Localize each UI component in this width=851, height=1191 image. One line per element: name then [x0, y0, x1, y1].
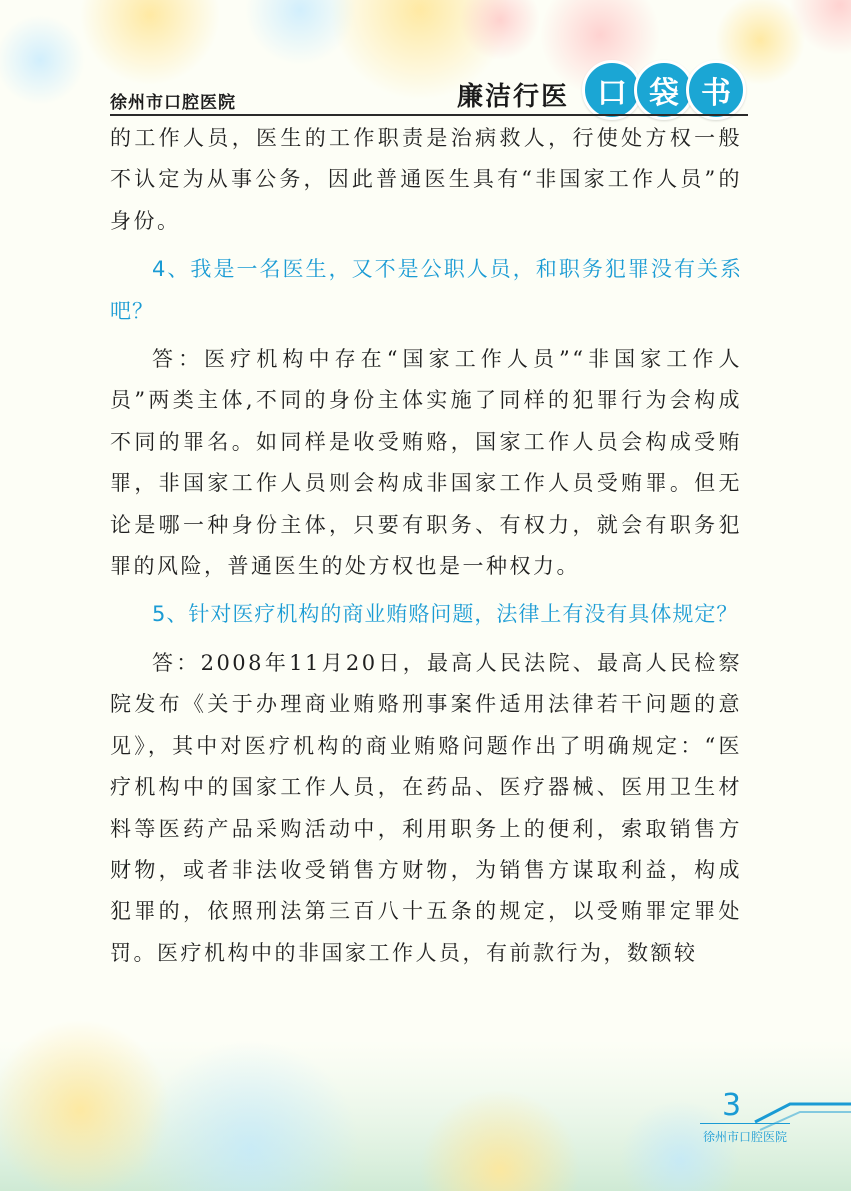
- footer-divider: [700, 1123, 790, 1124]
- footer-hospital-name: 徐州市口腔医院: [703, 1130, 788, 1144]
- question-5: 5、针对医疗机构的商业贿赂问题，法律上有没有具体规定？: [152, 602, 739, 627]
- answer-5: 答：2008年11月20日，最高人民法院、最高人民检察院发布《关于办理商业贿赂刑事案件适用法律若干问题的意见》，其中对医疗机构的商业贿赂问题作出了明确规定：“医疗机构中的国家工作人员，在药品、医疗器械、医用卫生材料等医药产品采购活动中，利用职务上的便利，索取销售方财物，或者非法收受销售方财物，为销售方谋取利益，构成犯罪的，依照刑法第三百八十五条的规定，以受贿罪定罪处罚。医疗机构中的非国家工作人员，有前款行为，数额较: [110, 650, 742, 965]
- badge-char: 口: [582, 60, 642, 120]
- badge-char: 书: [686, 60, 746, 120]
- hospital-name: 徐州市口腔医院: [110, 93, 236, 113]
- paragraph-continuation: 的工作人员，医生的工作职责是治病救人，行使处方权一般不认定为从事公务，因此普通医生具有“非国家工作人员”的身份。: [110, 126, 742, 233]
- question-4: 4、我是一名医生，又不是公职人员，和职务犯罪没有关系吧？: [110, 257, 742, 323]
- page-number: 3: [722, 1088, 742, 1123]
- answer-4: 答：医疗机构中存在“国家工作人员”“非国家工作人员”两类主体,不同的身份主体实施了同样的犯罪行为会构成不同的罪名。如同样是收受贿赂，国家工作人员会构成受贿罪，非国家工作人员则会构成非国家工作人员受贿罪。但无论是哪一种身份主体，只要有职务、有权力，就会有职务犯罪的风险，普通医生的处方权也是一种权力。: [110, 347, 742, 579]
- article-body: [110, 118, 742, 974]
- header-title: 廉洁行医: [457, 82, 570, 112]
- header-rule: [110, 114, 748, 116]
- badge-char: 袋: [634, 60, 694, 120]
